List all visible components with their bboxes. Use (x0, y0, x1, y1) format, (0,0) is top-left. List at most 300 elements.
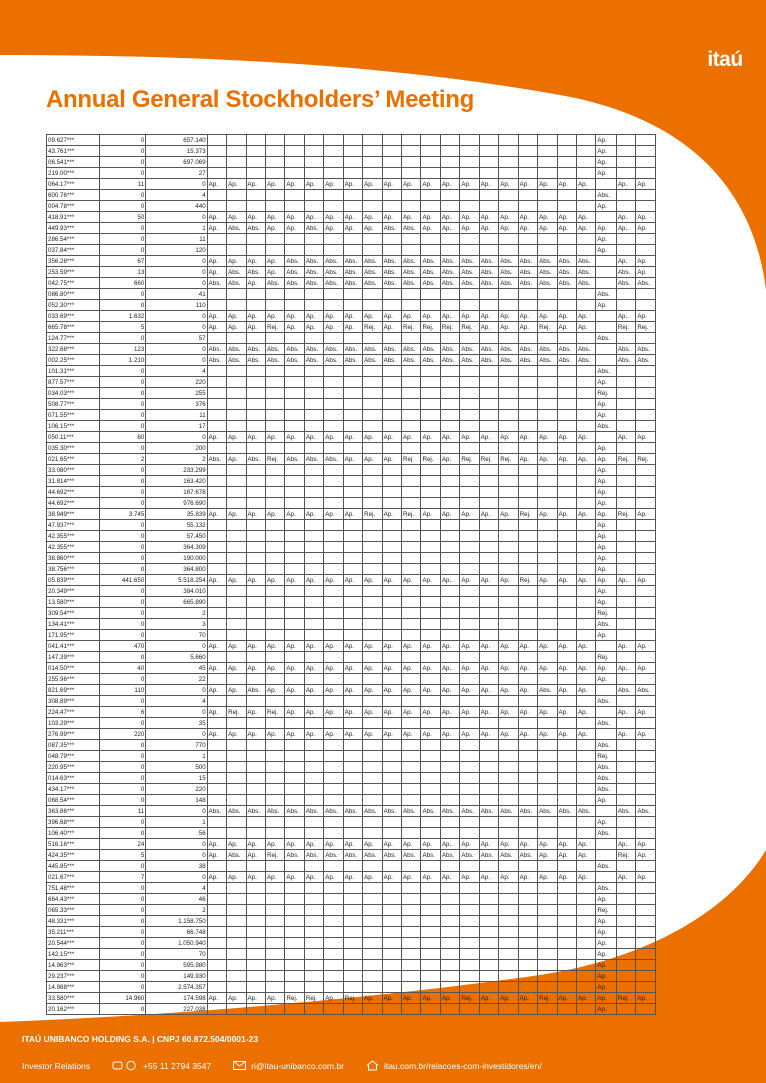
vote-cell (518, 399, 537, 410)
vote-cell (246, 146, 265, 157)
vote-cell (557, 905, 576, 916)
vote-cell (285, 531, 304, 542)
vote-cell (518, 520, 537, 531)
vote-cell: Ap. (304, 212, 323, 223)
vote-cell: Ap. (460, 641, 479, 652)
vote-cell (616, 421, 635, 432)
vote-cell (460, 531, 479, 542)
vote-cell (265, 971, 284, 982)
vote-cell (246, 201, 265, 212)
vote-cell: Ap. (557, 575, 576, 586)
vote-cell (324, 487, 343, 498)
vote-cell (499, 135, 518, 146)
share-count-cell: 0 (100, 597, 146, 608)
vote-cell: Ap. (518, 872, 537, 883)
vote-cell (616, 245, 635, 256)
vote-cell (246, 960, 265, 971)
vote-cell (402, 421, 421, 432)
vote-cell: Ap. (421, 872, 440, 883)
vote-cell (636, 608, 656, 619)
vote-cell (576, 971, 595, 982)
vote-cell (460, 465, 479, 476)
vote-cell: Ap. (596, 674, 616, 685)
vote-cell (636, 795, 656, 806)
vote-cell (363, 905, 382, 916)
vote-cell: Ap. (576, 872, 595, 883)
vote-cell (576, 740, 595, 751)
vote-cell: Abs. (421, 850, 440, 861)
vote-cell (499, 949, 518, 960)
vote-cell (343, 234, 362, 245)
vote-cell (499, 333, 518, 344)
vote-cell: Ap. (304, 641, 323, 652)
vote-cell: Abs. (596, 190, 616, 201)
vote-cell: Abs. (363, 850, 382, 861)
vote-cell (576, 289, 595, 300)
vote-cell (304, 916, 323, 927)
vote-cell (246, 498, 265, 509)
vote-cell (440, 399, 459, 410)
vote-cell (479, 949, 498, 960)
stockholder-id-cell: 142.15*** (47, 949, 100, 960)
vote-cell: Abs. (343, 344, 362, 355)
vote-cell (596, 267, 616, 278)
table-row (47, 762, 656, 773)
vote-cell: Abs. (304, 223, 323, 234)
vote-cell (616, 905, 635, 916)
vote-cell: Ap. (440, 839, 459, 850)
vote-cell (207, 531, 226, 542)
vote-cell: Ap. (576, 454, 595, 465)
vote-cell (304, 421, 323, 432)
vote-cell (343, 388, 362, 399)
vote-cell (518, 586, 537, 597)
vote-cell (518, 674, 537, 685)
vote-cell (518, 773, 537, 784)
vote-cell (440, 553, 459, 564)
share-count-cell: 0 (146, 432, 207, 443)
vote-cell: Ap. (596, 377, 616, 388)
vote-cell (265, 608, 284, 619)
share-count-cell: 770 (146, 740, 207, 751)
vote-cell (616, 740, 635, 751)
stockholder-id-cell: 219.00*** (47, 168, 100, 179)
vote-cell (421, 201, 440, 212)
vote-cell (343, 674, 362, 685)
vote-cell (576, 300, 595, 311)
vote-cell (518, 553, 537, 564)
share-count-cell: 0 (100, 817, 146, 828)
vote-cell (440, 465, 459, 476)
vote-cell: Ap. (363, 179, 382, 190)
vote-cell: Ap. (324, 179, 343, 190)
vote-cell (576, 652, 595, 663)
vote-cell (343, 817, 362, 828)
mail-icon (233, 1060, 246, 1071)
vote-cell (363, 245, 382, 256)
vote-cell (518, 542, 537, 553)
vote-cell (324, 619, 343, 630)
vote-cell: Ap. (421, 993, 440, 1004)
phone-contact[interactable] (112, 1060, 211, 1071)
vote-cell (343, 652, 362, 663)
vote-cell (557, 960, 576, 971)
vote-cell: Ap. (227, 993, 246, 1004)
vote-cell: Ap. (285, 872, 304, 883)
email-contact[interactable] (233, 1060, 344, 1071)
vote-cell (421, 388, 440, 399)
vote-cell: Rej. (636, 454, 656, 465)
vote-cell (460, 817, 479, 828)
stockholder-id-cell: 48.331*** (47, 916, 100, 927)
share-count-cell: 470 (100, 641, 146, 652)
vote-cell (227, 927, 246, 938)
vote-cell (343, 146, 362, 157)
vote-cell (576, 982, 595, 993)
share-count-cell: 0 (100, 971, 146, 982)
vote-cell: Ap. (576, 850, 595, 861)
vote-cell: Abs. (227, 344, 246, 355)
vote-cell (227, 377, 246, 388)
vote-cell: Ap. (557, 179, 576, 190)
vote-cell (576, 443, 595, 454)
share-count-cell: 200 (146, 443, 207, 454)
stockholder-id-cell: 396.68*** (47, 817, 100, 828)
stockholder-id-cell: 449.93*** (47, 223, 100, 234)
vote-cell (538, 696, 557, 707)
vote-cell (246, 894, 265, 905)
vote-cell (440, 828, 459, 839)
vote-cell (227, 157, 246, 168)
vote-cell (518, 421, 537, 432)
vote-cell (304, 817, 323, 828)
vote-cell (402, 773, 421, 784)
vote-cell (265, 487, 284, 498)
vote-cell: Ap. (265, 267, 284, 278)
vote-cell: Ap. (576, 223, 595, 234)
vote-cell: Abs. (596, 861, 616, 872)
vote-cell: Ap. (440, 707, 459, 718)
stockholder-id-cell: 14.988*** (47, 982, 100, 993)
vote-cell (343, 333, 362, 344)
vote-cell: Ap. (343, 685, 362, 696)
share-count-cell: 441.650 (100, 575, 146, 586)
vote-cell (363, 828, 382, 839)
vote-cell (246, 289, 265, 300)
vote-cell (499, 916, 518, 927)
vote-cell (304, 949, 323, 960)
vote-cell (518, 289, 537, 300)
vote-cell (285, 366, 304, 377)
stockholder-id-cell: 508.77*** (47, 399, 100, 410)
vote-cell (227, 795, 246, 806)
share-count-cell: 0 (100, 476, 146, 487)
vote-cell: Ap. (343, 223, 362, 234)
share-count-cell: 376 (146, 399, 207, 410)
vote-cell: Abs. (576, 355, 595, 366)
vote-cell (557, 762, 576, 773)
vote-cell (499, 388, 518, 399)
vote-cell: Ap. (246, 641, 265, 652)
vote-cell (557, 949, 576, 960)
vote-cell: Ap. (440, 685, 459, 696)
vote-cell (557, 289, 576, 300)
vote-cell: Ap. (304, 685, 323, 696)
share-count-cell: 5.518.254 (146, 575, 207, 586)
table-row (47, 850, 656, 861)
vote-cell (440, 190, 459, 201)
vote-cell (538, 300, 557, 311)
vote-cell: Ap. (596, 146, 616, 157)
vote-cell: Abs. (246, 355, 265, 366)
vote-cell: Abs. (616, 344, 635, 355)
table-row (47, 267, 656, 278)
vote-cell (324, 982, 343, 993)
vote-cell (265, 894, 284, 905)
vote-cell: Abs. (518, 355, 537, 366)
stockholder-id-cell: 065.33*** (47, 905, 100, 916)
vote-cell: Abs. (557, 344, 576, 355)
vote-cell (557, 751, 576, 762)
vote-cell: Ap. (207, 685, 226, 696)
vote-cell (265, 674, 284, 685)
vote-cell: Abs. (304, 850, 323, 861)
share-count-cell: 0 (100, 201, 146, 212)
vote-cell (324, 608, 343, 619)
vote-cell (207, 498, 226, 509)
vote-cell (421, 949, 440, 960)
vote-cell (576, 619, 595, 630)
vote-cell (596, 344, 616, 355)
vote-cell (460, 971, 479, 982)
vote-cell (596, 729, 616, 740)
stockholder-id-cell: 35.211*** (47, 927, 100, 938)
vote-cell (363, 399, 382, 410)
vote-cell (304, 740, 323, 751)
vote-cell: Ap. (246, 993, 265, 1004)
vote-cell (538, 938, 557, 949)
table-row (47, 608, 656, 619)
vote-cell (246, 927, 265, 938)
vote-cell: Ap. (304, 839, 323, 850)
vote-cell: Ap. (343, 509, 362, 520)
vote-cell: Abs. (227, 278, 246, 289)
vote-cell: Ap. (343, 839, 362, 850)
vote-cell (227, 971, 246, 982)
vote-cell (616, 773, 635, 784)
vote-cell (343, 905, 362, 916)
vote-cell (343, 751, 362, 762)
vote-cell (402, 410, 421, 421)
vote-cell: Ap. (363, 729, 382, 740)
vote-cell (518, 894, 537, 905)
vote-cell: Ap. (576, 212, 595, 223)
vote-cell (304, 542, 323, 553)
vote-cell (402, 619, 421, 630)
share-count-cell: 660 (100, 278, 146, 289)
vote-cell (421, 487, 440, 498)
vote-cell (285, 520, 304, 531)
vote-cell (518, 465, 537, 476)
vote-cell (207, 421, 226, 432)
share-count-cell: 0 (100, 608, 146, 619)
vote-cell (636, 476, 656, 487)
vote-cell (518, 883, 537, 894)
vote-cell: Ap. (616, 212, 635, 223)
share-count-cell: 665.890 (146, 597, 207, 608)
vote-cell (402, 762, 421, 773)
vote-cell (207, 564, 226, 575)
vote-cell (460, 861, 479, 872)
vote-cell (460, 982, 479, 993)
table-row (47, 245, 656, 256)
vote-cell (479, 696, 498, 707)
table-row (47, 949, 656, 960)
vote-cell (479, 146, 498, 157)
vote-cell (518, 751, 537, 762)
vote-cell: Ap. (363, 641, 382, 652)
vote-cell: Ap. (538, 223, 557, 234)
share-count-cell: 70 (146, 630, 207, 641)
vote-cell (227, 586, 246, 597)
vote-cell (363, 784, 382, 795)
vote-cell: Ap. (207, 322, 226, 333)
vote-cell: Ap. (227, 641, 246, 652)
vote-cell (402, 553, 421, 564)
vote-cell (285, 421, 304, 432)
vote-cell (246, 531, 265, 542)
stockholder-id-cell: 664.43*** (47, 894, 100, 905)
share-count-cell: 45 (146, 663, 207, 674)
vote-cell (363, 465, 382, 476)
table-row (47, 652, 656, 663)
vote-cell: Ap. (343, 311, 362, 322)
vote-cell: Ap. (596, 586, 616, 597)
table-row (47, 894, 656, 905)
vote-cell (402, 146, 421, 157)
vote-cell: Ap. (421, 179, 440, 190)
vote-cell: Abs. (343, 850, 362, 861)
vote-cell (421, 784, 440, 795)
vote-cell (538, 366, 557, 377)
vote-cell (363, 740, 382, 751)
vote-cell (499, 564, 518, 575)
stockholder-id-cell: 071.55*** (47, 410, 100, 421)
vote-cell: Abs. (246, 223, 265, 234)
vote-cell: Ap. (246, 322, 265, 333)
vote-cell (343, 190, 362, 201)
vote-cell (382, 553, 401, 564)
vote-cell (479, 630, 498, 641)
vote-cell (402, 916, 421, 927)
vote-cell: Ap. (636, 575, 656, 586)
vote-cell: Rej. (596, 905, 616, 916)
vote-cell: Ap. (518, 641, 537, 652)
vote-cell (636, 201, 656, 212)
vote-cell: Ap. (479, 322, 498, 333)
vote-cell (227, 905, 246, 916)
vote-cell (616, 949, 635, 960)
vote-cell (382, 410, 401, 421)
vote-cell (479, 410, 498, 421)
share-count-cell: 4 (146, 366, 207, 377)
vote-cell: Ap. (285, 641, 304, 652)
vote-cell: Ap. (479, 839, 498, 850)
stockholder-id-cell: 033.69*** (47, 311, 100, 322)
vote-cell (440, 366, 459, 377)
stockholder-id-cell: 20.349*** (47, 586, 100, 597)
vote-cell (265, 377, 284, 388)
vote-cell (616, 289, 635, 300)
vote-cell (304, 399, 323, 410)
table-row (47, 597, 656, 608)
vote-cell (538, 190, 557, 201)
vote-cell: Abs. (596, 421, 616, 432)
footer-contacts (22, 1060, 542, 1071)
vote-cell: Rej. (596, 388, 616, 399)
vote-cell: Ap. (382, 322, 401, 333)
vote-cell: Ap. (576, 322, 595, 333)
vote-cell (304, 564, 323, 575)
vote-cell (518, 498, 537, 509)
vote-cell (265, 476, 284, 487)
vote-cell (557, 927, 576, 938)
vote-cell (324, 795, 343, 806)
vote-cell (246, 542, 265, 553)
vote-cell: Abs. (324, 355, 343, 366)
vote-cell (596, 179, 616, 190)
vote-cell: Abs. (265, 355, 284, 366)
vote-cell (636, 190, 656, 201)
vote-cell (382, 982, 401, 993)
table-row (47, 344, 656, 355)
vote-cell (518, 168, 537, 179)
vote-cell (285, 894, 304, 905)
vote-cell (227, 861, 246, 872)
vote-cell (616, 476, 635, 487)
vote-cell: Ap. (596, 135, 616, 146)
vote-cell (557, 388, 576, 399)
vote-cell (265, 784, 284, 795)
vote-cell: Ap. (499, 311, 518, 322)
vote-cell: Abs. (402, 256, 421, 267)
share-count-cell: 0 (100, 168, 146, 179)
share-count-cell: 0 (100, 388, 146, 399)
voting-table-container (46, 134, 656, 1013)
vote-cell (479, 586, 498, 597)
vote-cell (499, 410, 518, 421)
share-count-cell: 0 (100, 586, 146, 597)
vote-cell: Ap. (596, 531, 616, 542)
vote-cell: Ap. (207, 267, 226, 278)
vote-cell (382, 564, 401, 575)
vote-cell (576, 168, 595, 179)
vote-cell (227, 960, 246, 971)
vote-cell (518, 861, 537, 872)
vote-cell (518, 949, 537, 960)
vote-cell: Ap. (227, 179, 246, 190)
vote-cell (304, 553, 323, 564)
vote-cell (499, 245, 518, 256)
share-count-cell: 0 (100, 135, 146, 146)
vote-cell (479, 157, 498, 168)
vote-cell (363, 498, 382, 509)
vote-cell (227, 487, 246, 498)
vote-cell: Ap. (227, 685, 246, 696)
vote-cell (636, 751, 656, 762)
share-count-cell: 35 (146, 718, 207, 729)
website-link[interactable] (366, 1060, 542, 1071)
